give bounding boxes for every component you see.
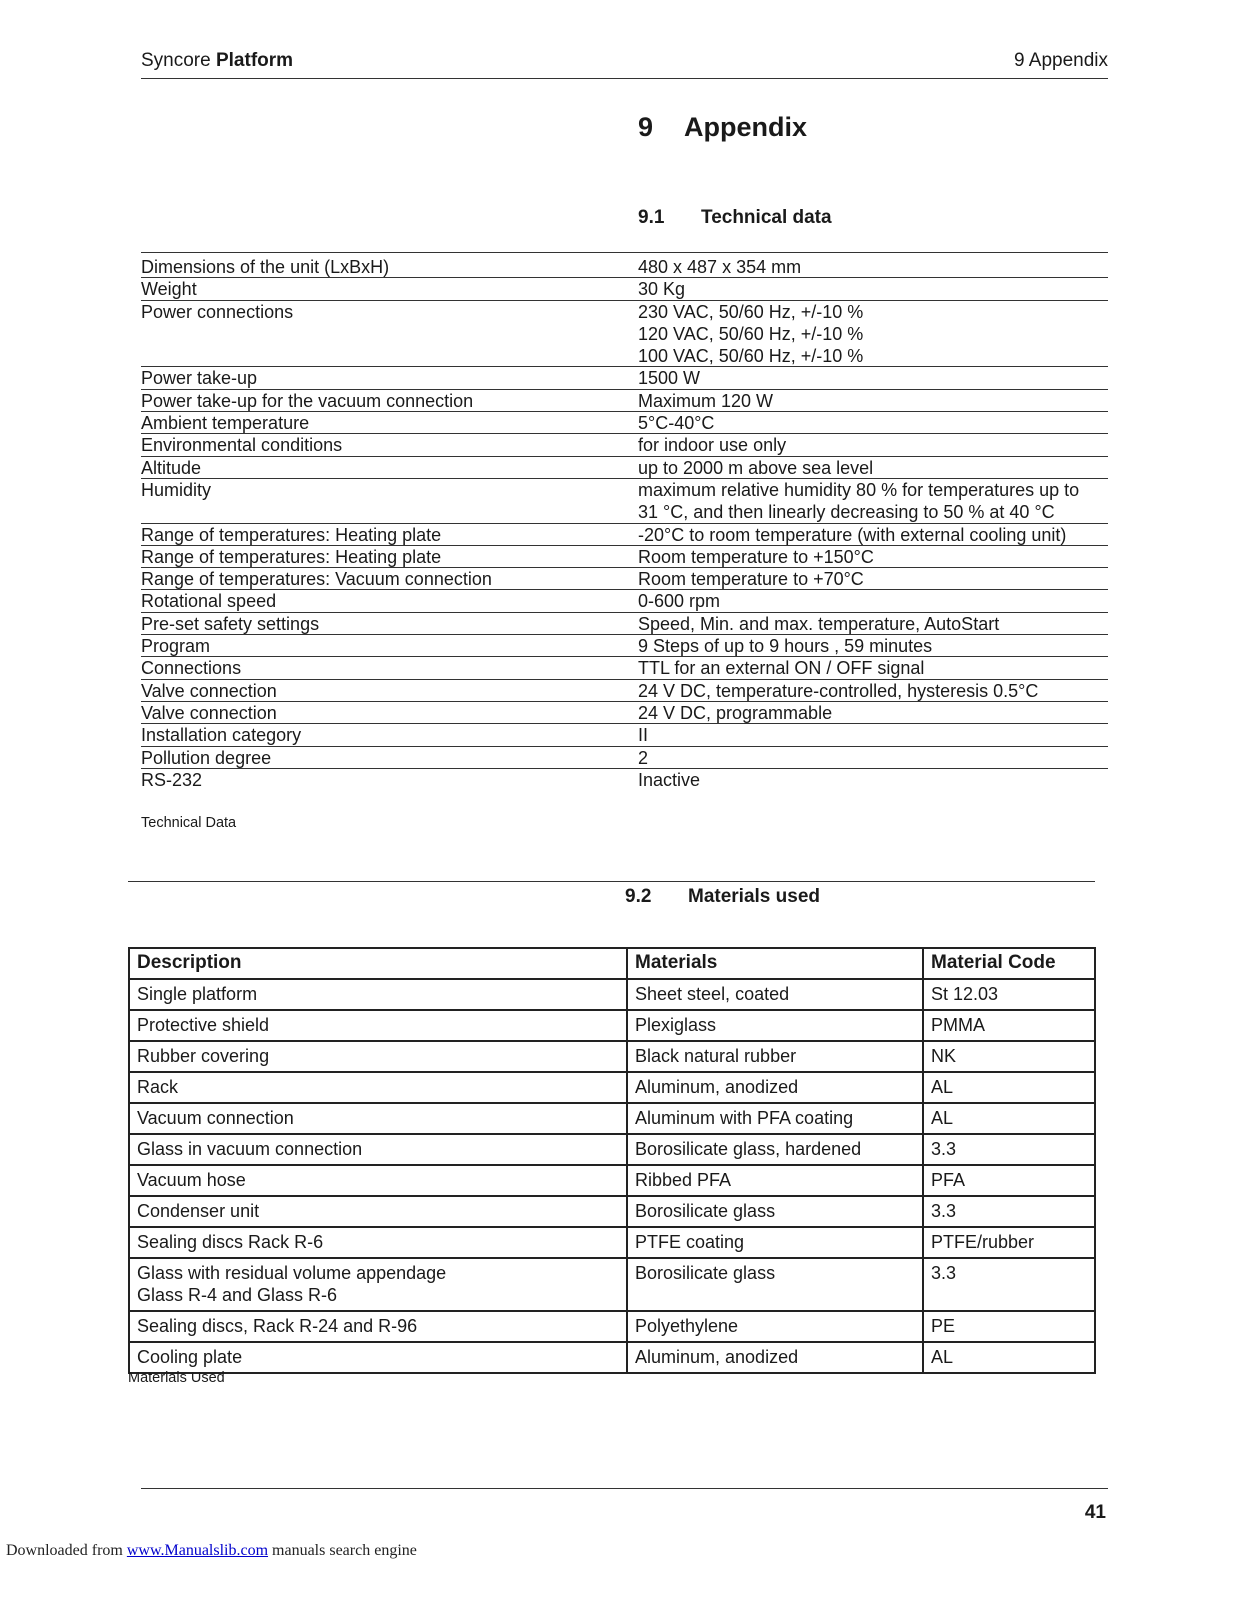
header-rule <box>141 78 1108 79</box>
materials-table-body <box>129 979 1095 1373</box>
spec-row <box>141 769 1108 791</box>
spec-value: II <box>638 725 649 746</box>
cell-material-code: 3.3 <box>923 1258 1095 1311</box>
technical-data-table <box>141 256 1108 791</box>
table-row <box>129 1258 1095 1311</box>
cell-description: Cooling plate <box>129 1342 627 1373</box>
chapter-number: 9 <box>638 112 654 142</box>
cell-description: Vacuum hose <box>129 1165 627 1196</box>
spec-row <box>141 635 1108 657</box>
table-row <box>129 1227 1095 1258</box>
spec-row <box>141 256 1108 278</box>
materials-table <box>128 947 1096 1374</box>
chapter-title-text: Appendix <box>684 112 808 142</box>
table-row <box>129 1134 1095 1165</box>
cell-description: Sealing discs, Rack R-24 and R-96 <box>129 1311 627 1342</box>
cell-material-code: 3.3 <box>923 1196 1095 1227</box>
section-number: 9.1 <box>638 207 665 228</box>
download-suffix: manuals search engine <box>268 1542 417 1559</box>
cell-material-code: AL <box>923 1103 1095 1134</box>
table-row <box>129 1311 1095 1342</box>
spec-label: Range of temperatures: Heating plate <box>141 524 442 545</box>
spec-label: Range of temperatures: Heating plate <box>141 546 442 567</box>
manualslib-link[interactable]: www.Manualslib.com <box>126 1542 269 1559</box>
spec-value: 5°C-40°C <box>638 413 715 434</box>
section-rule <box>141 252 1108 253</box>
spec-value: 24 V DC, temperature-controlled, hysteresis 0.5°C <box>638 680 1039 701</box>
spec-value: -20°C to room temperature (with external cooling unit) <box>638 524 1067 545</box>
table-row <box>129 979 1095 1010</box>
technical-data-caption: Technical Data <box>141 815 237 831</box>
spec-value: 1500 W <box>638 368 701 389</box>
cell-materials: Ribbed PFA <box>627 1165 923 1196</box>
cell-materials: Aluminum, anodized <box>627 1342 923 1373</box>
section-title: Materials used <box>688 886 820 907</box>
spec-row <box>141 680 1108 702</box>
spec-label: Valve connection <box>141 680 277 701</box>
spec-label: Power take-up for the vacuum connection <box>141 390 474 411</box>
spec-row <box>141 367 1108 389</box>
section-heading-technical-data <box>638 207 832 229</box>
cell-material-code: PTFE/rubber <box>923 1227 1095 1258</box>
spec-label: Dimensions of the unit (LxBxH) <box>141 257 390 277</box>
spec-label: Pre-set safety settings <box>141 613 320 634</box>
brand-prefix: Syncore <box>141 50 211 71</box>
spec-label: Program <box>141 636 211 657</box>
spec-label: Ambient temperature <box>141 413 310 434</box>
spec-label: Humidity <box>141 479 212 500</box>
table-row <box>129 1072 1095 1103</box>
cell-material-code: AL <box>923 1342 1095 1373</box>
spec-row <box>141 524 1108 546</box>
cell-material-code: St 12.03 <box>923 979 1095 1010</box>
cell-materials: PTFE coating <box>627 1227 923 1258</box>
spec-row <box>141 568 1108 590</box>
header-section: 9 Appendix <box>1013 50 1108 71</box>
table-row <box>129 1103 1095 1134</box>
spec-row <box>141 724 1108 746</box>
cell-material-code: PMMA <box>923 1010 1095 1041</box>
spec-row <box>141 278 1108 300</box>
cell-description: Condenser unit <box>129 1196 627 1227</box>
spec-label: Range of temperatures: Vacuum connection <box>141 569 492 590</box>
spec-label: Pollution degree <box>141 747 272 768</box>
spec-value: TTL for an external ON / OFF signal <box>638 658 925 679</box>
table-row <box>129 1196 1095 1227</box>
spec-label: Rotational speed <box>141 591 277 612</box>
spec-value: for indoor use only <box>638 435 787 456</box>
spec-value: Speed, Min. and max. temperature, AutoStart <box>638 613 1000 634</box>
column-header-materials: Materials <box>627 948 923 979</box>
cell-description: Protective shield <box>129 1010 627 1041</box>
spec-row <box>141 747 1108 769</box>
cell-material-code: PE <box>923 1311 1095 1342</box>
spec-label: Valve connection <box>141 702 277 723</box>
cell-materials: Borosilicate glass, hardened <box>627 1134 923 1165</box>
cell-description: Vacuum connection <box>129 1103 627 1134</box>
footer-rule <box>141 1488 1108 1489</box>
cell-description: Rubber covering <box>129 1041 627 1072</box>
column-header-material-code: Material Code <box>923 948 1095 979</box>
spec-value: 230 VAC, 50/60 Hz, +/-10 % 120 VAC, 50/60 Hz, +/-10 % 100 VAC, 50/60 Hz, +/-10 % <box>638 301 864 367</box>
spec-row <box>141 390 1108 412</box>
spec-row <box>141 434 1108 456</box>
cell-description: Glass in vacuum connection <box>129 1134 627 1165</box>
cell-materials: Polyethylene <box>627 1311 923 1342</box>
cell-material-code: 3.3 <box>923 1134 1095 1165</box>
spec-row <box>141 457 1108 479</box>
spec-label: Weight <box>141 279 197 300</box>
cell-material-code: AL <box>923 1072 1095 1103</box>
spec-label: Environmental conditions <box>141 435 343 456</box>
spec-value: 24 V DC, programmable <box>638 702 833 723</box>
spec-value: Inactive <box>638 769 701 790</box>
spec-value: 480 x 487 x 354 mm <box>638 257 802 277</box>
table-row <box>129 1165 1095 1196</box>
header-brand <box>141 50 293 72</box>
page-number: 41 <box>1084 1502 1106 1523</box>
spec-value: Room temperature to +150°C <box>638 546 874 567</box>
brand-bold: Platform <box>215 50 294 71</box>
cell-materials: Plexiglass <box>627 1010 923 1041</box>
spec-row <box>141 657 1108 679</box>
spec-row <box>141 412 1108 434</box>
cell-materials: Sheet steel, coated <box>627 979 923 1010</box>
table-header-row <box>129 948 1095 979</box>
table-row <box>129 1342 1095 1373</box>
cell-materials: Black natural rubber <box>627 1041 923 1072</box>
spec-label: Power connections <box>141 301 294 322</box>
spec-value: maximum relative humidity 80 % for temperatures up to 31 °C, and then linearly decreasing to 50 % at 40 °C <box>638 479 1080 523</box>
cell-materials: Aluminum with PFA coating <box>627 1103 923 1134</box>
spec-label: Connections <box>141 658 242 679</box>
spec-value: 30 Kg <box>638 279 686 300</box>
section-number: 9.2 <box>625 886 652 907</box>
spec-value: Maximum 120 W <box>638 390 774 411</box>
spec-row <box>141 702 1108 724</box>
section-rule <box>128 881 1095 882</box>
cell-description: Glass with residual volume appendage Glass R-4 and Glass R-6 <box>129 1258 627 1311</box>
materials-caption: Materials Used <box>128 1370 225 1386</box>
spec-row <box>141 613 1108 635</box>
table-row <box>129 1010 1095 1041</box>
spec-label: Installation category <box>141 725 302 746</box>
cell-materials: Aluminum, anodized <box>627 1072 923 1103</box>
cell-description: Rack <box>129 1072 627 1103</box>
cell-materials: Borosilicate glass <box>627 1196 923 1227</box>
spec-value: 9 Steps of up to 9 hours , 59 minutes <box>638 636 933 657</box>
cell-description: Single platform <box>129 979 627 1010</box>
spec-value: 2 <box>638 747 649 768</box>
cell-materials: Borosilicate glass <box>627 1258 923 1311</box>
table-row <box>129 1041 1095 1072</box>
cell-material-code: PFA <box>923 1165 1095 1196</box>
section-title: Technical data <box>701 207 832 228</box>
cell-material-code: NK <box>923 1041 1095 1072</box>
section-heading-materials-used <box>625 886 820 908</box>
download-footer <box>6 1542 417 1560</box>
cell-description: Sealing discs Rack R-6 <box>129 1227 627 1258</box>
download-prefix: Downloaded from <box>6 1542 127 1559</box>
spec-row <box>141 301 1108 368</box>
spec-row <box>141 590 1108 612</box>
chapter-title <box>638 112 807 143</box>
spec-label: Power take-up <box>141 368 258 389</box>
spec-row <box>141 546 1108 568</box>
spec-value: up to 2000 m above sea level <box>638 457 874 478</box>
spec-value: Room temperature to +70°C <box>638 569 864 590</box>
spec-value: 0-600 rpm <box>638 591 721 612</box>
spec-label: Altitude <box>141 457 202 478</box>
column-header-description: Description <box>129 948 627 979</box>
spec-label: RS-232 <box>141 769 203 790</box>
spec-row <box>141 479 1108 524</box>
